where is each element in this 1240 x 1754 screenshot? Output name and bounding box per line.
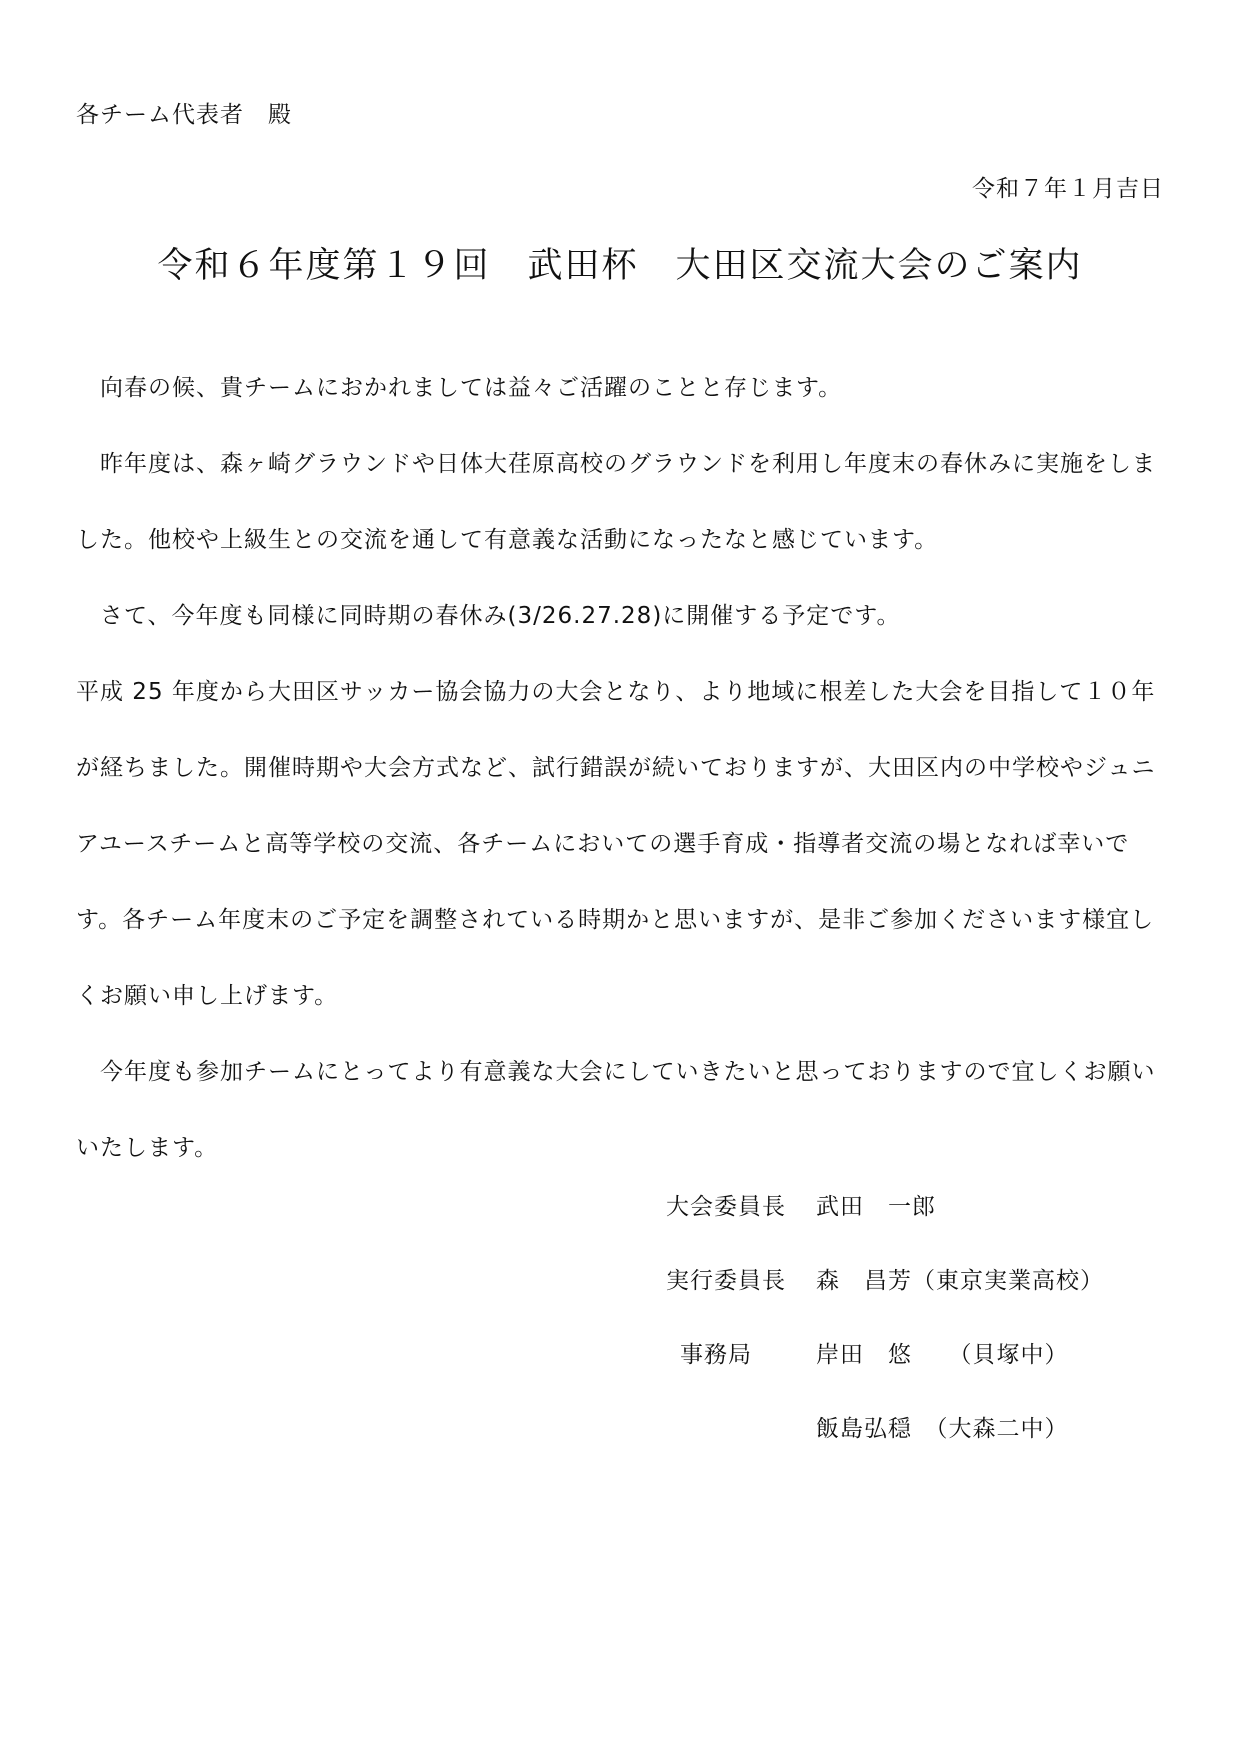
letter-body xyxy=(76,350,1168,1186)
signature-name: 森 昌芳（東京実業高校） xyxy=(816,1268,1104,1294)
signature-role: 事務局 xyxy=(680,1342,752,1368)
last-year-paragraph: 昨年度は、森ヶ崎グラウンドや日体大荏原高校のグラウンドを利用し年度末の春休みに実施をしました。他校や上級生との交流を通して有意義な活動になったなと感じています。 xyxy=(76,451,1156,553)
addressee: 各チーム代表者 殿 xyxy=(76,102,292,128)
signature-name: 飯島弘穏 （大森二中） xyxy=(816,1416,1069,1442)
greeting-paragraph: 向春の候、貴チームにおかれましては益々ご活躍のことと存じます。 xyxy=(76,375,843,401)
issue-date: 令和７年１月吉日 xyxy=(972,176,1164,202)
schedule-paragraph: さて、今年度も同様に同時期の春休み(3/26.27.28)に開催する予定です。 xyxy=(76,603,901,629)
closing-paragraph: 今年度も参加チームにとってより有意義な大会にしていきたいと思っておりますので宜しくお願いいたします。 xyxy=(76,1059,1156,1161)
signature-secretariat-2 xyxy=(816,1410,1069,1488)
signature-name: 武田 一郎 xyxy=(816,1194,936,1220)
document-title: 令和６年度第１９回 武田杯 大田区交流大会のご案内 xyxy=(157,246,1083,286)
history-paragraph: 平成 25 年度から大田区サッカー協会協力の大会となり、より地域に根差した大会を目指して１０年が経ちました。開催時期や大会方式など、試行錯誤が続いておりますが、大田区内の中学校やジュニアユースチームと高等学校の交流、各チームにおいての選手育成・指導者交流の場となれば幸いです。各チーム年度末のご予定を調整されている時期かと思いますが、是非ご参加くださいます様宜しくお願い申し上げます。 xyxy=(76,679,1156,1009)
signature-role: 実行委員長 xyxy=(666,1268,786,1294)
signature-role: 大会委員長 xyxy=(666,1194,786,1220)
signature-name: 岸田 悠 （貝塚中） xyxy=(816,1342,1069,1368)
